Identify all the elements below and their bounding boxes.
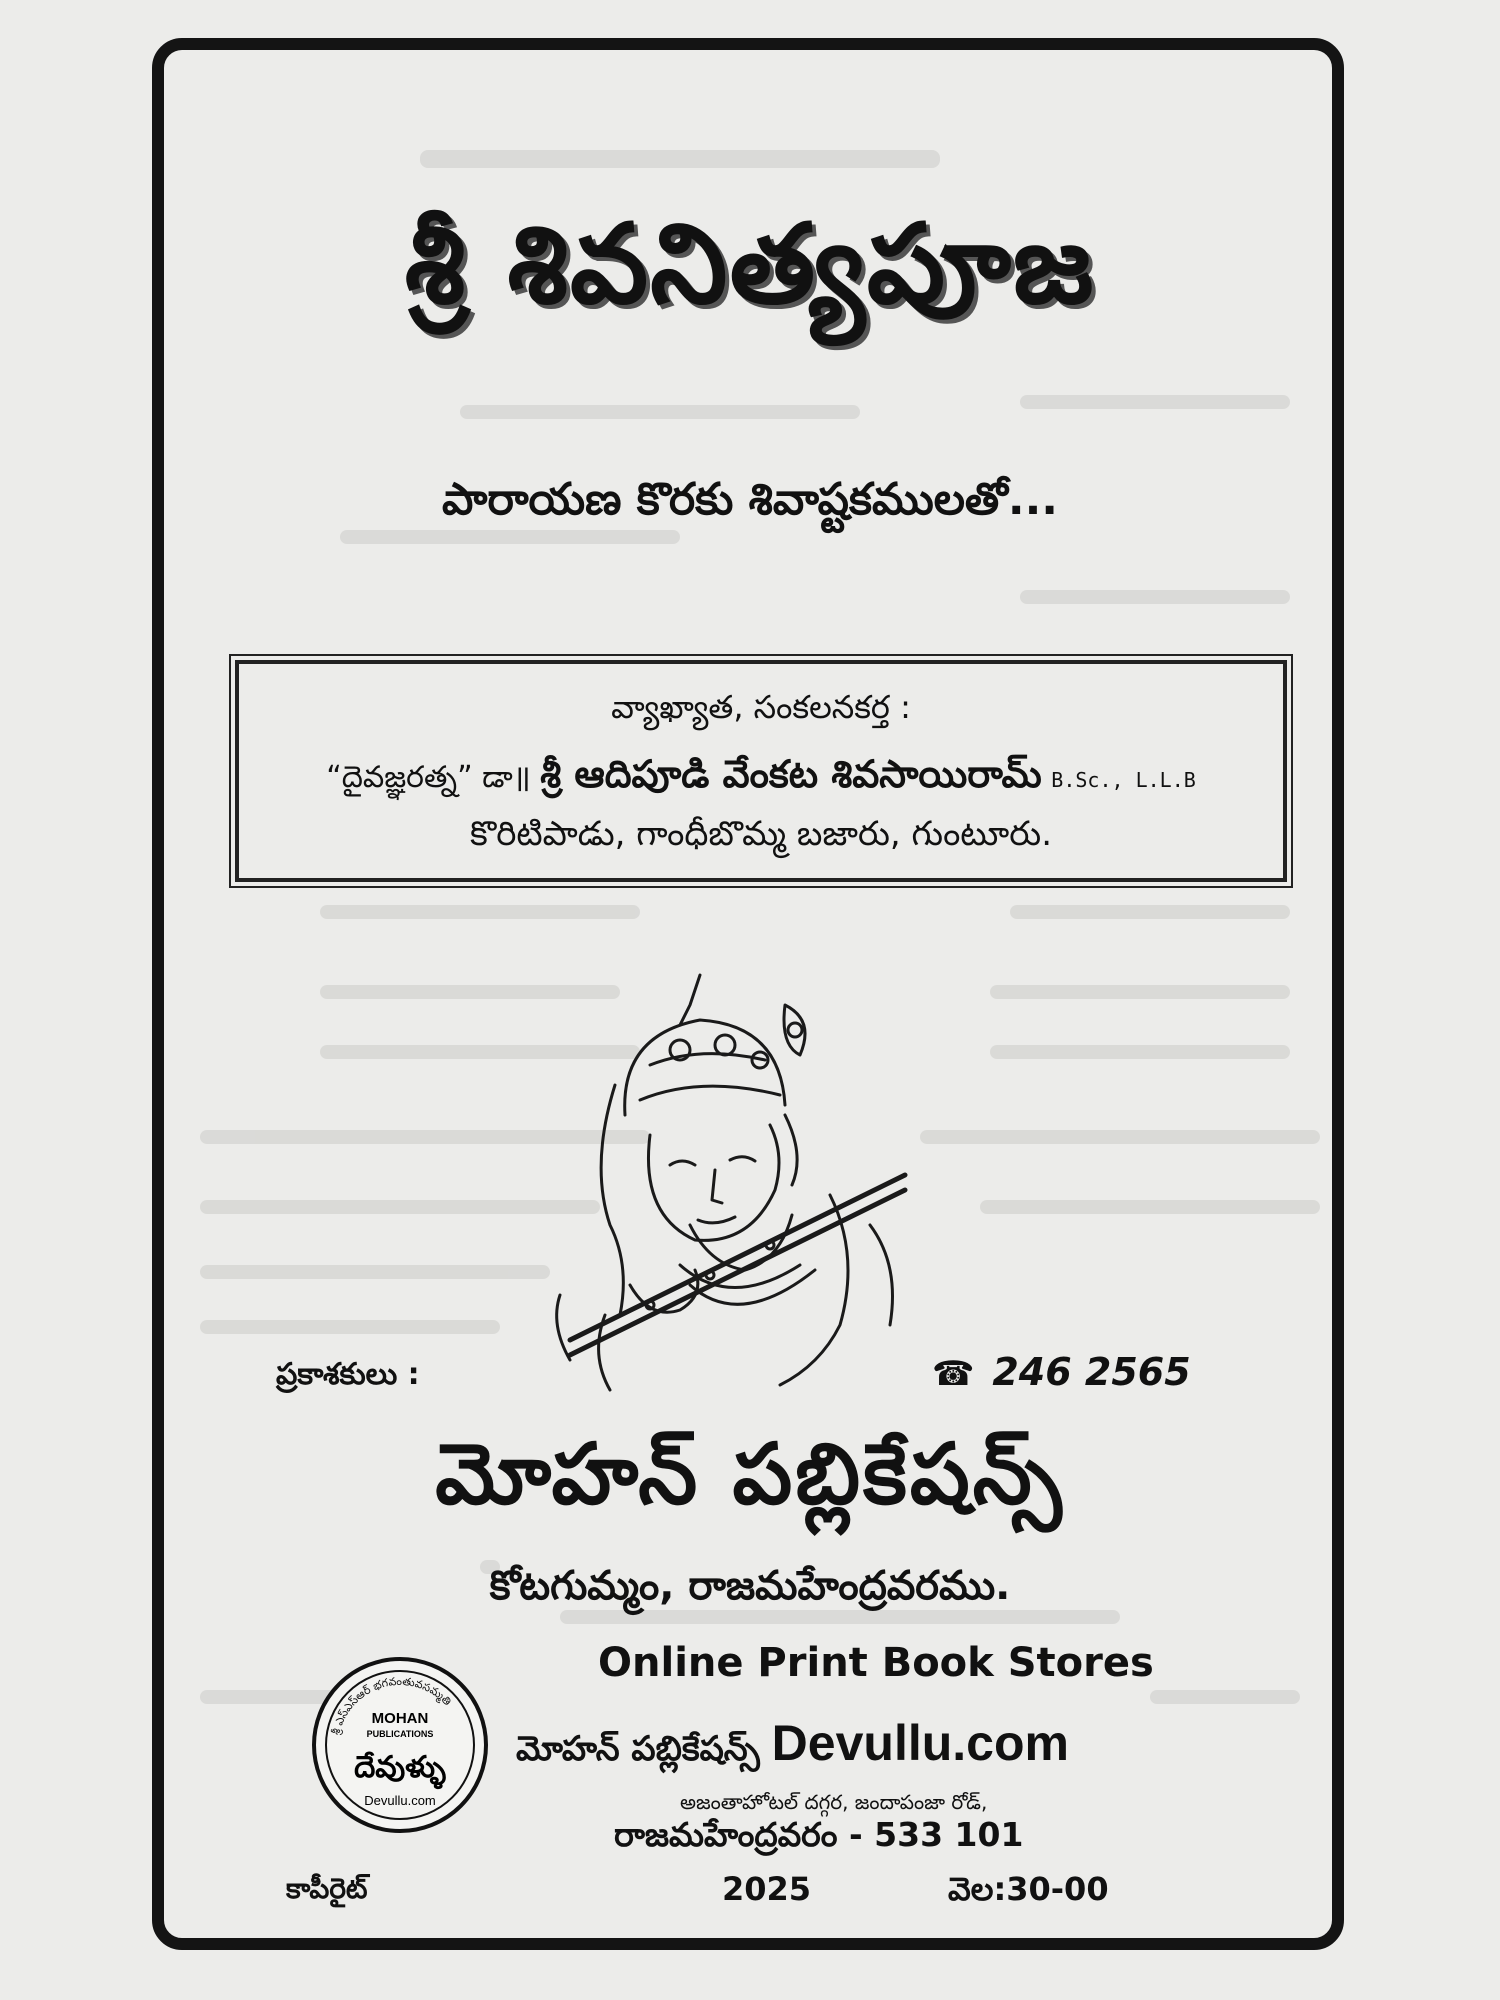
phone-number: 246 2565	[992, 1350, 1191, 1394]
logo-arc-text: శ్రీ ఎస్ఎస్ఆర్ భగవంతువసమ్మతి	[329, 1674, 454, 1737]
book-title: శ్రీ శివనిత్యపూజ	[404, 200, 1096, 328]
publication-year: 2025	[722, 1870, 812, 1908]
publisher-web-line	[516, 1714, 1069, 1777]
copyright-label: కాపీరైట్	[286, 1872, 368, 1905]
address-line-2: రాజమహేంద్రవరం - 533 101	[614, 1815, 1024, 1854]
book-price: వెల:30-00	[948, 1870, 1109, 1908]
logo-brand-line1: MOHAN	[371, 1710, 429, 1727]
address-line-1: అజంతాహోటల్ దగ్గర, జందాపంజా రోడ్,	[680, 1790, 988, 1814]
author-box	[235, 660, 1287, 882]
author-role: వ్యాఖ్యాత, సంకలనకర్త :	[611, 688, 911, 726]
website-link[interactable]: Devullu.com	[771, 1715, 1069, 1771]
logo-script-name: దేవుళ్ళు	[354, 1750, 446, 1785]
author-address: కొరిటిపాడు, గాంధీబొమ్మ బజారు, గుంటూరు.	[469, 814, 1053, 854]
online-stores-heading: Online Print Book Stores	[598, 1640, 1154, 1686]
phone-contact	[932, 1350, 1191, 1394]
publisher-name-small: మోహన్ పబ్లికేషన్స్	[516, 1729, 760, 1769]
book-subtitle: పారాయణ కొరకు శివాష్టకములతో...	[441, 474, 1059, 525]
author-honorific: “దైవజ్ఞరత్న” డా॥	[326, 760, 531, 795]
author-line	[239, 752, 1283, 806]
logo-url: Devullu.com	[364, 1793, 436, 1808]
publisher-place: కోటగుమ్మం, రాజమహేంద్రవరము.	[489, 1563, 1011, 1609]
publisher-label: ప్రకాశకులు :	[276, 1357, 420, 1392]
author-degrees: B.Sc., L.L.B	[1051, 768, 1196, 792]
author-name: శ్రీ ఆదిపూడి వేంకట శివసాయిరామ్	[540, 752, 1042, 796]
logo-brand-line2: PUBLICATIONS	[366, 1729, 434, 1739]
krishna-illustration	[530, 965, 950, 1395]
mohan-publications-logo	[310, 1655, 490, 1835]
telephone-icon: ☎	[932, 1354, 975, 1394]
publisher-name: మోహన్ పబ్లికేషన్స్	[435, 1425, 1065, 1523]
